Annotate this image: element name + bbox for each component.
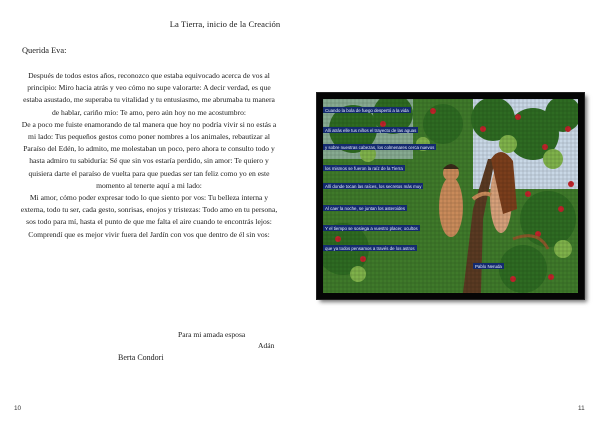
- letter-body: [20, 70, 278, 241]
- author-name: Berta Condori: [118, 353, 164, 362]
- page-number: 10: [14, 405, 22, 412]
- poem-caption: Alli atrás elle tus niños el trayecto de las aguas: [325, 127, 417, 133]
- mosaic-illustration: [323, 99, 578, 293]
- poem-caption: Al caer la noche, se juntan los asteroides: [325, 205, 406, 211]
- letter-paragraph: De a poco me fuiste enamorando de tal manera que hoy no podría vivir si no estás a mi lado: Tus pequeños gestos como poner nombres a los animales, rebautizar al Paraíso del Edén, lo admito, me molestaban un poco, pero ahora te consulto todo y hasta admiro tu sabiduría: Sé que sin vos estaría perdido, sin amor: Te quiero y quisiera darte el paraíso de vuelta para que puedas ser tan feliz como yo en este momento al tenerte aquí a mi lado:: [21, 119, 277, 190]
- poem-author-caption: Pablo Neruda: [475, 263, 502, 269]
- poem-caption: Y el tiempo se sosiega a vuestro placer, ocultos: [325, 225, 418, 231]
- letter-greeting: Querida Eva:: [22, 46, 67, 55]
- poem-caption: Allí donde tocan las raíces, los secretos más muy: [325, 183, 422, 189]
- poem-caption: Cuando la bola de fuego despertó a la vida: [325, 107, 409, 113]
- page-number: 11: [578, 405, 585, 412]
- poem-caption: los mismos se fueron la raíz de la Tierra: [325, 165, 403, 171]
- right-page: [300, 0, 600, 424]
- letter-paragraph: Comprendí que es mejor vivir fuera del Jardín con vos que dentro de él sin vos:: [28, 229, 270, 239]
- letter-paragraph: Después de todos estos años, reconozco que estaba equivocado acerca de vos al principio: Miro hacia atrás y veo cómo no supe valorarte: A decir verdad, es que estaba asustado, me superaba tu vitalidad y tu entusiasmo, me abrumaba tu manera de hablar, cariño mío: Te amo, pero aún hoy no me acostumbro:: [23, 71, 275, 117]
- image-frame: [317, 93, 584, 299]
- letter-dedication: Para mi amada esposa: [178, 330, 246, 339]
- page-title: La Tierra, inicio de la Creación: [169, 19, 281, 29]
- letter-signature: Adán: [258, 341, 275, 350]
- poem-caption: que ya todos pensamos a través de los astros: [325, 245, 415, 251]
- poem-caption: y sobre nuestras cabezas, los colmenares cerca nuevos: [325, 144, 435, 150]
- letter-paragraph: Mi amor, cómo poder expresar todo lo que siento por vos: Tu belleza interna y externa, todo tu ser, cada gesto, sonrisas, enojos y tristezas: Todo amo en tu persona, sos todo para mí, hasta el punto de que me falta el aire cuando te encontrás lejos:: [20, 193, 278, 227]
